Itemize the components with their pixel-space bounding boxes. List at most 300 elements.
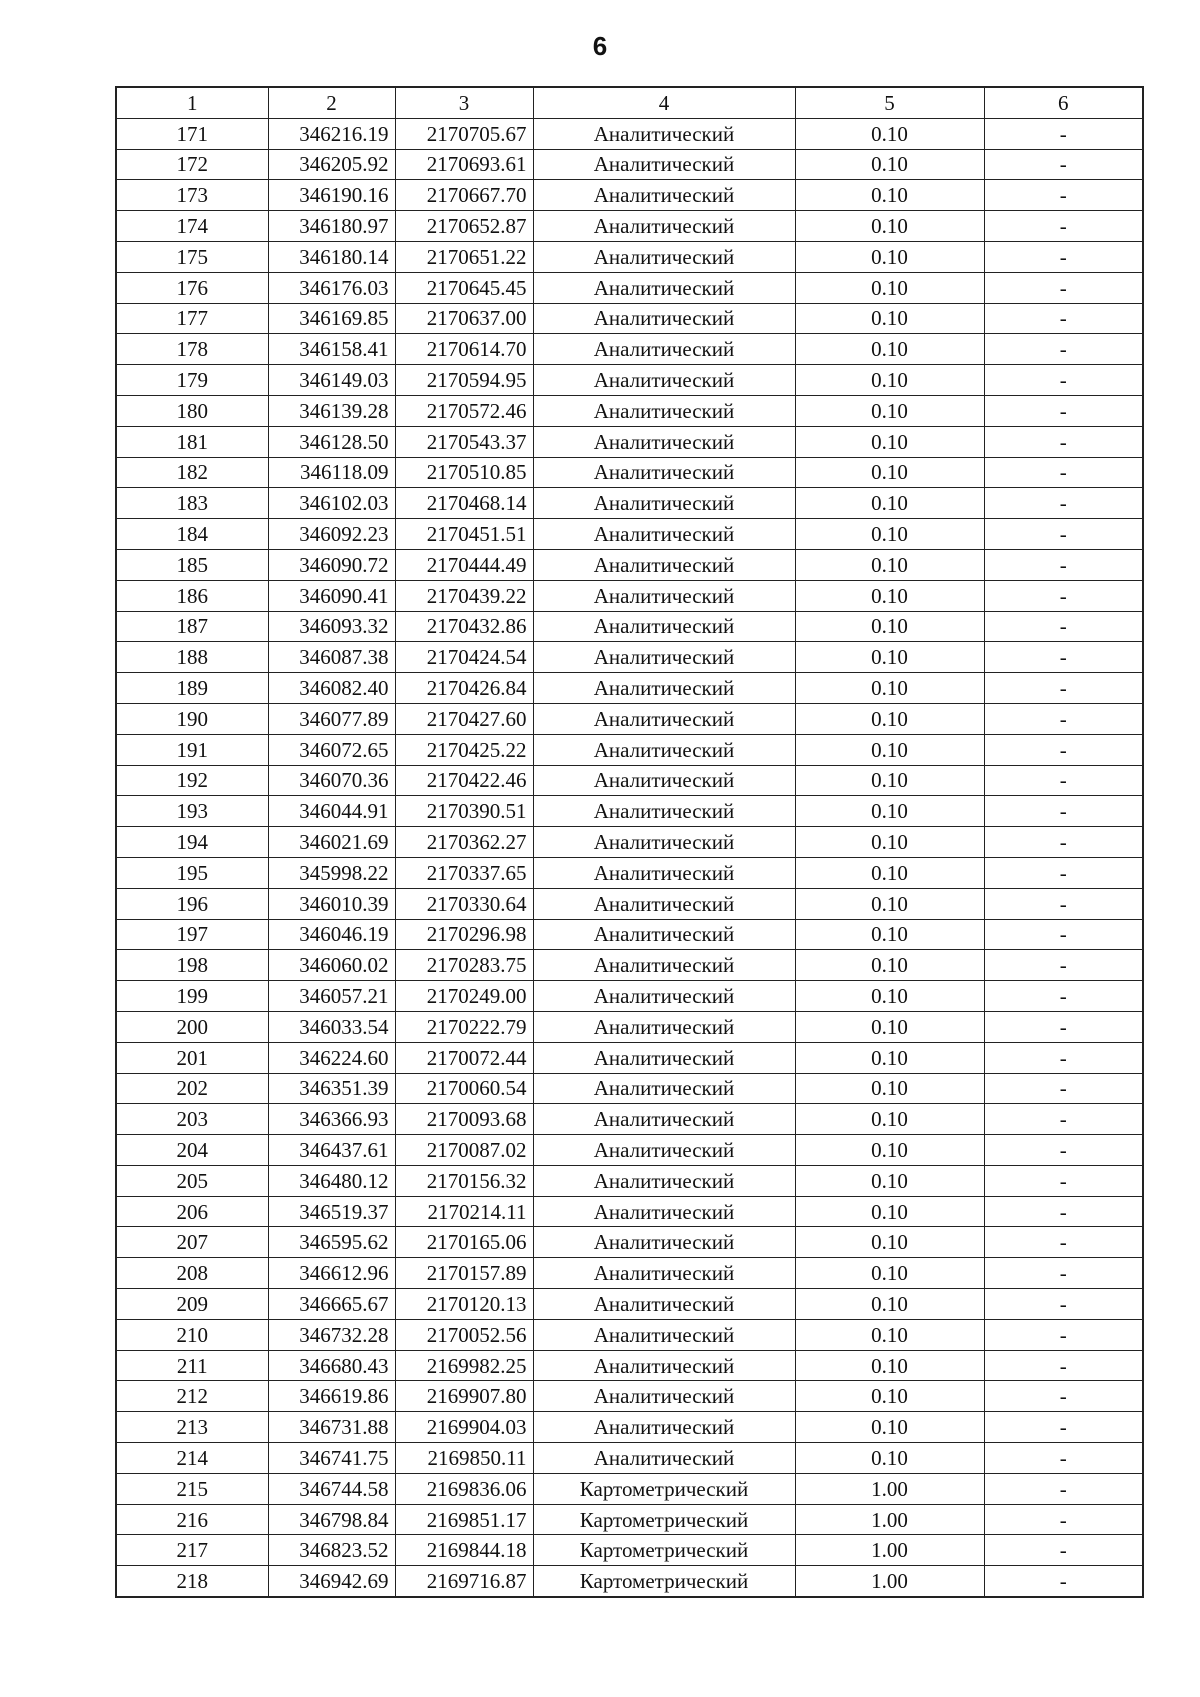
method-cell: Аналитический (533, 457, 795, 488)
table-row (116, 1350, 1143, 1381)
accuracy-cell: 0.10 (795, 303, 984, 334)
accuracy-cell: 0.10 (795, 1319, 984, 1350)
point-number-cell: 198 (116, 950, 268, 981)
accuracy-cell: 0.10 (795, 1011, 984, 1042)
point-number-cell: 183 (116, 488, 268, 519)
x-coordinate-cell: 346619.86 (268, 1381, 395, 1412)
accuracy-cell: 0.10 (795, 395, 984, 426)
table-row (116, 888, 1143, 919)
note-cell: - (984, 796, 1143, 827)
accuracy-cell: 0.10 (795, 888, 984, 919)
note-cell: - (984, 857, 1143, 888)
x-coordinate-cell: 346665.67 (268, 1289, 395, 1320)
note-cell: - (984, 642, 1143, 673)
method-cell: Аналитический (533, 1350, 795, 1381)
table-row (116, 1042, 1143, 1073)
note-cell: - (984, 827, 1143, 858)
method-cell: Аналитический (533, 1042, 795, 1073)
x-coordinate-cell: 346090.72 (268, 549, 395, 580)
accuracy-cell: 0.10 (795, 950, 984, 981)
point-number-cell: 191 (116, 734, 268, 765)
x-coordinate-cell: 346060.02 (268, 950, 395, 981)
point-number-cell: 215 (116, 1473, 268, 1504)
accuracy-cell: 0.10 (795, 765, 984, 796)
y-coordinate-cell: 2170330.64 (395, 888, 533, 919)
accuracy-cell: 0.10 (795, 1381, 984, 1412)
table-row (116, 241, 1143, 272)
note-cell: - (984, 149, 1143, 180)
accuracy-cell: 0.10 (795, 426, 984, 457)
accuracy-cell: 0.10 (795, 919, 984, 950)
method-cell: Аналитический (533, 549, 795, 580)
point-number-cell: 182 (116, 457, 268, 488)
method-cell: Аналитический (533, 303, 795, 334)
x-coordinate-cell: 346118.09 (268, 457, 395, 488)
method-cell: Аналитический (533, 118, 795, 149)
x-coordinate-cell: 346480.12 (268, 1165, 395, 1196)
x-coordinate-cell: 346180.97 (268, 211, 395, 242)
method-cell: Аналитический (533, 642, 795, 673)
method-cell: Аналитический (533, 765, 795, 796)
note-cell: - (984, 1535, 1143, 1566)
x-coordinate-cell: 346128.50 (268, 426, 395, 457)
table-row (116, 1443, 1143, 1474)
note-cell: - (984, 1165, 1143, 1196)
table-row (116, 426, 1143, 457)
table-row (116, 765, 1143, 796)
note-cell: - (984, 919, 1143, 950)
method-cell: Аналитический (533, 580, 795, 611)
accuracy-cell: 0.10 (795, 211, 984, 242)
x-coordinate-cell: 346093.32 (268, 611, 395, 642)
method-cell: Аналитический (533, 1135, 795, 1166)
y-coordinate-cell: 2170432.86 (395, 611, 533, 642)
y-coordinate-cell: 2170652.87 (395, 211, 533, 242)
note-cell: - (984, 519, 1143, 550)
point-number-cell: 207 (116, 1227, 268, 1258)
x-coordinate-cell: 346190.16 (268, 180, 395, 211)
accuracy-cell: 0.10 (795, 272, 984, 303)
accuracy-cell: 0.10 (795, 1350, 984, 1381)
point-number-cell: 187 (116, 611, 268, 642)
point-number-cell: 184 (116, 519, 268, 550)
method-cell: Аналитический (533, 1381, 795, 1412)
accuracy-cell: 0.10 (795, 1042, 984, 1073)
table-row (116, 1319, 1143, 1350)
y-coordinate-cell: 2170087.02 (395, 1135, 533, 1166)
point-number-cell: 214 (116, 1443, 268, 1474)
accuracy-cell: 0.10 (795, 1412, 984, 1443)
table-row (116, 549, 1143, 580)
note-cell: - (984, 211, 1143, 242)
method-cell: Картометрический (533, 1473, 795, 1504)
table-header-row (116, 87, 1143, 118)
accuracy-cell: 0.10 (795, 703, 984, 734)
x-coordinate-cell: 346010.39 (268, 888, 395, 919)
accuracy-cell: 0.10 (795, 734, 984, 765)
accuracy-cell: 1.00 (795, 1504, 984, 1535)
accuracy-cell: 0.10 (795, 1196, 984, 1227)
x-coordinate-cell: 346169.85 (268, 303, 395, 334)
note-cell: - (984, 1073, 1143, 1104)
x-coordinate-cell: 346205.92 (268, 149, 395, 180)
y-coordinate-cell: 2170156.32 (395, 1165, 533, 1196)
y-coordinate-cell: 2170451.51 (395, 519, 533, 550)
table-row (116, 1196, 1143, 1227)
point-number-cell: 213 (116, 1412, 268, 1443)
note-cell: - (984, 1196, 1143, 1227)
point-number-cell: 185 (116, 549, 268, 580)
note-cell: - (984, 303, 1143, 334)
accuracy-cell: 0.10 (795, 580, 984, 611)
y-coordinate-cell: 2169836.06 (395, 1473, 533, 1504)
y-coordinate-cell: 2170296.98 (395, 919, 533, 950)
x-coordinate-cell: 346092.23 (268, 519, 395, 550)
point-number-cell: 203 (116, 1104, 268, 1135)
method-cell: Аналитический (533, 426, 795, 457)
table-row (116, 611, 1143, 642)
point-number-cell: 199 (116, 981, 268, 1012)
y-coordinate-cell: 2170637.00 (395, 303, 533, 334)
x-coordinate-cell: 346149.03 (268, 365, 395, 396)
y-coordinate-cell: 2170651.22 (395, 241, 533, 272)
note-cell: - (984, 981, 1143, 1012)
table-row (116, 580, 1143, 611)
accuracy-cell: 0.10 (795, 457, 984, 488)
note-cell: - (984, 426, 1143, 457)
method-cell: Аналитический (533, 888, 795, 919)
column-header: 4 (533, 87, 795, 118)
x-coordinate-cell: 346741.75 (268, 1443, 395, 1474)
method-cell: Аналитический (533, 334, 795, 365)
method-cell: Аналитический (533, 611, 795, 642)
method-cell: Аналитический (533, 673, 795, 704)
note-cell: - (984, 1504, 1143, 1535)
y-coordinate-cell: 2170337.65 (395, 857, 533, 888)
y-coordinate-cell: 2170052.56 (395, 1319, 533, 1350)
point-number-cell: 201 (116, 1042, 268, 1073)
table-row (116, 149, 1143, 180)
method-cell: Картометрический (533, 1504, 795, 1535)
table-row (116, 857, 1143, 888)
table-row (116, 1165, 1143, 1196)
x-coordinate-cell: 346077.89 (268, 703, 395, 734)
point-number-cell: 210 (116, 1319, 268, 1350)
note-cell: - (984, 1473, 1143, 1504)
y-coordinate-cell: 2170439.22 (395, 580, 533, 611)
y-coordinate-cell: 2169850.11 (395, 1443, 533, 1474)
method-cell: Аналитический (533, 365, 795, 396)
note-cell: - (984, 1443, 1143, 1474)
x-coordinate-cell: 346366.93 (268, 1104, 395, 1135)
method-cell: Аналитический (533, 1227, 795, 1258)
accuracy-cell: 0.10 (795, 519, 984, 550)
note-cell: - (984, 1381, 1143, 1412)
table-row (116, 488, 1143, 519)
note-cell: - (984, 1011, 1143, 1042)
y-coordinate-cell: 2169907.80 (395, 1381, 533, 1412)
table-row (116, 1535, 1143, 1566)
y-coordinate-cell: 2170362.27 (395, 827, 533, 858)
table-row (116, 1566, 1143, 1597)
table-row (116, 365, 1143, 396)
point-number-cell: 173 (116, 180, 268, 211)
y-coordinate-cell: 2170594.95 (395, 365, 533, 396)
method-cell: Аналитический (533, 272, 795, 303)
table-row (116, 1504, 1143, 1535)
method-cell: Аналитический (533, 180, 795, 211)
x-coordinate-cell: 346087.38 (268, 642, 395, 673)
table-row (116, 1135, 1143, 1166)
x-coordinate-cell: 346021.69 (268, 827, 395, 858)
point-number-cell: 212 (116, 1381, 268, 1412)
accuracy-cell: 0.10 (795, 642, 984, 673)
y-coordinate-cell: 2170444.49 (395, 549, 533, 580)
table-row (116, 673, 1143, 704)
x-coordinate-cell: 346090.41 (268, 580, 395, 611)
table-row (116, 703, 1143, 734)
table-row (116, 919, 1143, 950)
accuracy-cell: 0.10 (795, 241, 984, 272)
x-coordinate-cell: 346519.37 (268, 1196, 395, 1227)
accuracy-cell: 0.10 (795, 1227, 984, 1258)
method-cell: Аналитический (533, 1073, 795, 1104)
method-cell: Аналитический (533, 981, 795, 1012)
accuracy-cell: 0.10 (795, 1165, 984, 1196)
table-row (116, 642, 1143, 673)
accuracy-cell: 0.10 (795, 1135, 984, 1166)
note-cell: - (984, 1566, 1143, 1597)
method-cell: Аналитический (533, 1011, 795, 1042)
x-coordinate-cell: 346595.62 (268, 1227, 395, 1258)
x-coordinate-cell: 346082.40 (268, 673, 395, 704)
note-cell: - (984, 673, 1143, 704)
method-cell: Аналитический (533, 1319, 795, 1350)
point-number-cell: 188 (116, 642, 268, 673)
note-cell: - (984, 395, 1143, 426)
note-cell: - (984, 1042, 1143, 1073)
column-header: 3 (395, 87, 533, 118)
table-row (116, 1412, 1143, 1443)
note-cell: - (984, 888, 1143, 919)
table-row (116, 796, 1143, 827)
y-coordinate-cell: 2169982.25 (395, 1350, 533, 1381)
note-cell: - (984, 488, 1143, 519)
point-number-cell: 177 (116, 303, 268, 334)
x-coordinate-cell: 346057.21 (268, 981, 395, 1012)
y-coordinate-cell: 2169716.87 (395, 1566, 533, 1597)
point-number-cell: 205 (116, 1165, 268, 1196)
y-coordinate-cell: 2169844.18 (395, 1535, 533, 1566)
point-number-cell: 192 (116, 765, 268, 796)
y-coordinate-cell: 2170614.70 (395, 334, 533, 365)
y-coordinate-cell: 2170093.68 (395, 1104, 533, 1135)
accuracy-cell: 0.10 (795, 611, 984, 642)
point-number-cell: 197 (116, 919, 268, 950)
point-number-cell: 194 (116, 827, 268, 858)
method-cell: Аналитический (533, 211, 795, 242)
point-number-cell: 179 (116, 365, 268, 396)
table-row (116, 211, 1143, 242)
accuracy-cell: 0.10 (795, 488, 984, 519)
point-number-cell: 189 (116, 673, 268, 704)
x-coordinate-cell: 346612.96 (268, 1258, 395, 1289)
x-coordinate-cell: 346351.39 (268, 1073, 395, 1104)
y-coordinate-cell: 2170645.45 (395, 272, 533, 303)
point-number-cell: 176 (116, 272, 268, 303)
x-coordinate-cell: 346180.14 (268, 241, 395, 272)
point-number-cell: 186 (116, 580, 268, 611)
x-coordinate-cell: 346224.60 (268, 1042, 395, 1073)
table-row (116, 1473, 1143, 1504)
accuracy-cell: 0.10 (795, 673, 984, 704)
x-coordinate-cell: 346731.88 (268, 1412, 395, 1443)
point-number-cell: 181 (116, 426, 268, 457)
method-cell: Картометрический (533, 1535, 795, 1566)
x-coordinate-cell: 346158.41 (268, 334, 395, 365)
column-header: 5 (795, 87, 984, 118)
method-cell: Аналитический (533, 919, 795, 950)
table-row (116, 303, 1143, 334)
y-coordinate-cell: 2170249.00 (395, 981, 533, 1012)
x-coordinate-cell: 346744.58 (268, 1473, 395, 1504)
y-coordinate-cell: 2170283.75 (395, 950, 533, 981)
table-row (116, 1381, 1143, 1412)
note-cell: - (984, 1319, 1143, 1350)
accuracy-cell: 0.10 (795, 1073, 984, 1104)
x-coordinate-cell: 346216.19 (268, 118, 395, 149)
method-cell: Аналитический (533, 1165, 795, 1196)
y-coordinate-cell: 2170426.84 (395, 673, 533, 704)
point-number-cell: 193 (116, 796, 268, 827)
y-coordinate-cell: 2170468.14 (395, 488, 533, 519)
accuracy-cell: 0.10 (795, 1258, 984, 1289)
accuracy-cell: 1.00 (795, 1566, 984, 1597)
x-coordinate-cell: 346437.61 (268, 1135, 395, 1166)
x-coordinate-cell: 346680.43 (268, 1350, 395, 1381)
accuracy-cell: 1.00 (795, 1473, 984, 1504)
note-cell: - (984, 365, 1143, 396)
method-cell: Аналитический (533, 827, 795, 858)
y-coordinate-cell: 2170510.85 (395, 457, 533, 488)
method-cell: Аналитический (533, 149, 795, 180)
page-number: 6 (592, 31, 608, 61)
point-number-cell: 175 (116, 241, 268, 272)
method-cell: Аналитический (533, 796, 795, 827)
table-body (116, 118, 1143, 1597)
note-cell: - (984, 1289, 1143, 1320)
accuracy-cell: 0.10 (795, 149, 984, 180)
point-number-cell: 178 (116, 334, 268, 365)
table-row (116, 950, 1143, 981)
table-row (116, 118, 1143, 149)
y-coordinate-cell: 2170693.61 (395, 149, 533, 180)
y-coordinate-cell: 2170390.51 (395, 796, 533, 827)
note-cell: - (984, 118, 1143, 149)
table-row (116, 272, 1143, 303)
accuracy-cell: 0.10 (795, 796, 984, 827)
point-number-cell: 209 (116, 1289, 268, 1320)
y-coordinate-cell: 2170157.89 (395, 1258, 533, 1289)
method-cell: Аналитический (533, 1443, 795, 1474)
point-number-cell: 195 (116, 857, 268, 888)
point-number-cell: 206 (116, 1196, 268, 1227)
accuracy-cell: 0.10 (795, 1104, 984, 1135)
note-cell: - (984, 1350, 1143, 1381)
method-cell: Аналитический (533, 519, 795, 550)
accuracy-cell: 0.10 (795, 365, 984, 396)
note-cell: - (984, 1412, 1143, 1443)
x-coordinate-cell: 345998.22 (268, 857, 395, 888)
note-cell: - (984, 765, 1143, 796)
y-coordinate-cell: 2170424.54 (395, 642, 533, 673)
point-number-cell: 208 (116, 1258, 268, 1289)
table-row (116, 519, 1143, 550)
point-number-cell: 211 (116, 1350, 268, 1381)
note-cell: - (984, 580, 1143, 611)
note-cell: - (984, 241, 1143, 272)
coordinates-table (115, 86, 1144, 1598)
y-coordinate-cell: 2170214.11 (395, 1196, 533, 1227)
point-number-cell: 174 (116, 211, 268, 242)
x-coordinate-cell: 346033.54 (268, 1011, 395, 1042)
accuracy-cell: 0.10 (795, 857, 984, 888)
note-cell: - (984, 611, 1143, 642)
point-number-cell: 180 (116, 395, 268, 426)
x-coordinate-cell: 346046.19 (268, 919, 395, 950)
table-row (116, 1011, 1143, 1042)
column-header: 1 (116, 87, 268, 118)
method-cell: Аналитический (533, 241, 795, 272)
point-number-cell: 216 (116, 1504, 268, 1535)
note-cell: - (984, 1104, 1143, 1135)
accuracy-cell: 0.10 (795, 118, 984, 149)
note-cell: - (984, 549, 1143, 580)
note-cell: - (984, 1227, 1143, 1258)
point-number-cell: 200 (116, 1011, 268, 1042)
y-coordinate-cell: 2170427.60 (395, 703, 533, 734)
note-cell: - (984, 334, 1143, 365)
point-number-cell: 202 (116, 1073, 268, 1104)
accuracy-cell: 0.10 (795, 1443, 984, 1474)
method-cell: Аналитический (533, 734, 795, 765)
point-number-cell: 190 (116, 703, 268, 734)
point-number-cell: 217 (116, 1535, 268, 1566)
point-number-cell: 172 (116, 149, 268, 180)
note-cell: - (984, 272, 1143, 303)
y-coordinate-cell: 2170165.06 (395, 1227, 533, 1258)
accuracy-cell: 0.10 (795, 180, 984, 211)
point-number-cell: 218 (116, 1566, 268, 1597)
table-row (116, 1227, 1143, 1258)
method-cell: Аналитический (533, 703, 795, 734)
x-coordinate-cell: 346176.03 (268, 272, 395, 303)
accuracy-cell: 0.10 (795, 827, 984, 858)
note-cell: - (984, 734, 1143, 765)
x-coordinate-cell: 346942.69 (268, 1566, 395, 1597)
note-cell: - (984, 950, 1143, 981)
y-coordinate-cell: 2170543.37 (395, 426, 533, 457)
x-coordinate-cell: 346102.03 (268, 488, 395, 519)
table-row (116, 1289, 1143, 1320)
y-coordinate-cell: 2170222.79 (395, 1011, 533, 1042)
method-cell: Аналитический (533, 857, 795, 888)
accuracy-cell: 0.10 (795, 549, 984, 580)
y-coordinate-cell: 2170572.46 (395, 395, 533, 426)
method-cell: Аналитический (533, 488, 795, 519)
note-cell: - (984, 457, 1143, 488)
table-row (116, 1258, 1143, 1289)
